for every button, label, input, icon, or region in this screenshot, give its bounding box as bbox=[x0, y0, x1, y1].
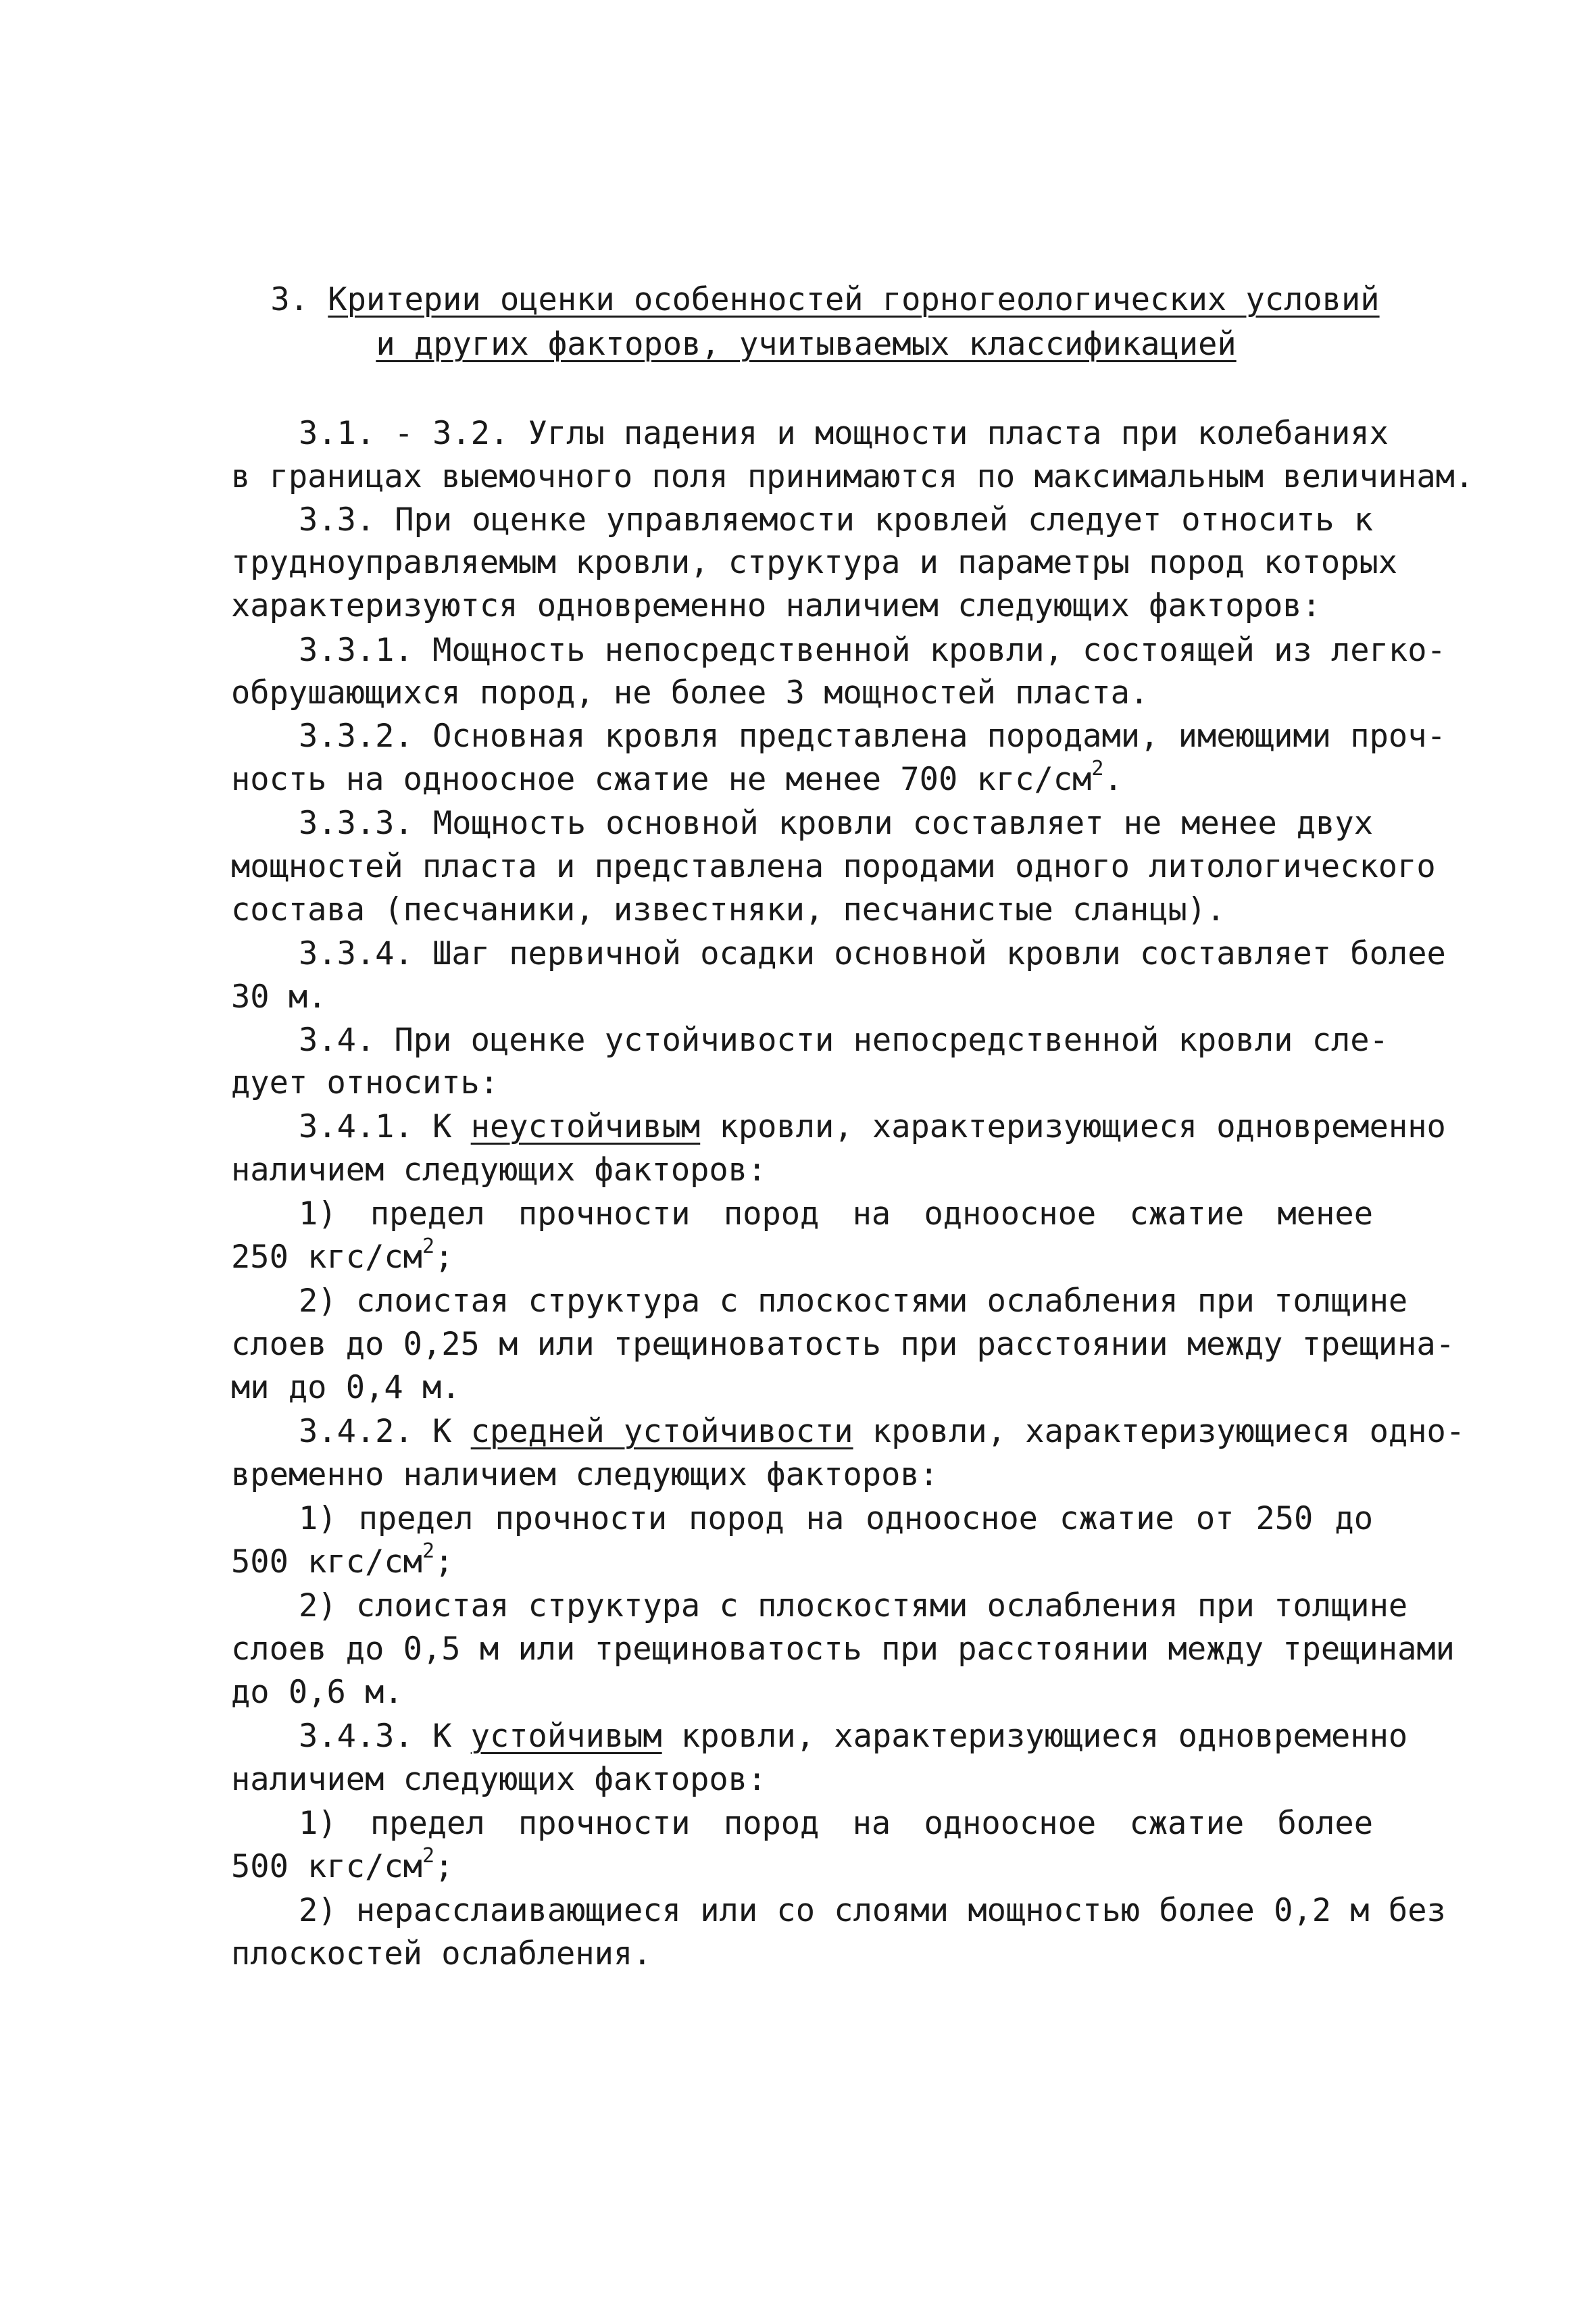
text-line: трудноуправляемым кровли, структура и параметры пород которых bbox=[231, 544, 1398, 581]
text-line: 2) слоистая структура с плоскостями ослабления при толщине bbox=[299, 1283, 1408, 1320]
text-line: 3.3.4. Шаг первичной осадки основной кровли составляет более bbox=[299, 935, 1446, 972]
text-line: 1) предел прочности пород на одноосное сжатие более bbox=[299, 1805, 1373, 1842]
text-line: 3.3.2. Основная кровля представлена породами, имеющими проч- bbox=[299, 718, 1446, 755]
text-line: 500 кгс/$см^2$; bbox=[231, 1844, 454, 1885]
text-line: 3.1. - 3.2. Углы падения и мощности пласта при колебаниях bbox=[299, 415, 1389, 452]
text-line: слоев до 0,5 м или трещиноватость при расстоянии между трещинами bbox=[231, 1631, 1455, 1668]
text-line: ми до 0,4 м. bbox=[231, 1369, 461, 1406]
text-line: наличием следующих факторов: bbox=[231, 1761, 767, 1798]
text-line: 1) предел прочности пород на одноосное сжатие менее bbox=[299, 1195, 1373, 1233]
text-line: плоскостей ослабления. bbox=[231, 1935, 652, 1972]
text-line: до 0,6 м. bbox=[231, 1674, 403, 1711]
text-line: временно наличием следующих факторов: bbox=[231, 1456, 939, 1493]
section-number: 3. bbox=[270, 281, 309, 318]
text-line: 30 м. bbox=[231, 978, 327, 1016]
text-line: 3.3.1. Мощность непосредственной кровли, состоящей из легко- bbox=[299, 632, 1446, 669]
text-line: 1) предел прочности пород на одноосное сжатие от 250 до bbox=[299, 1500, 1373, 1537]
text-line: дует относить: bbox=[231, 1064, 499, 1101]
superscript-2: 2 bbox=[1091, 757, 1104, 780]
text-line: мощностей пласта и представлена породами одного литологического bbox=[231, 848, 1436, 885]
text-line: 3.4. При оценке устойчивости непосредственной кровли сле- bbox=[299, 1022, 1389, 1059]
text-line: 2) слоистая структура с плоскостями ослабления при толщине bbox=[299, 1587, 1408, 1624]
text-line: слоев до 0,25 м или трещиноватость при расстоянии между трещина- bbox=[231, 1326, 1455, 1363]
text-line: ность на одноосное сжатие не менее 700 кгс/$см^2$. bbox=[231, 757, 1123, 798]
text-line: 500 кгс/$см^2$; bbox=[231, 1539, 454, 1580]
section-heading-line-2 bbox=[8, 323, 1596, 366]
section-title-part-1: Критерии оценки особенностей горногеологических условий bbox=[328, 281, 1380, 318]
text-line: характеризуются одновременно наличием следующих факторов: bbox=[231, 587, 1321, 624]
superscript-2: 2 bbox=[422, 1844, 435, 1868]
text-line: 3.4.2. К средней устойчивости кровли, характеризующиеся одно- bbox=[299, 1413, 1466, 1450]
text-line: обрушающихся пород, не более 3 мощностей пласта. bbox=[231, 674, 1149, 712]
text-line: 3.3.3. Мощность основной кровли составляет не менее двух bbox=[299, 805, 1373, 842]
underlined-term: средней устойчивости bbox=[470, 1413, 853, 1450]
text-line: состава (песчаники, известняки, песчанистые сланцы). bbox=[231, 891, 1226, 928]
text-line: 3.4.1. К неустойчивым кровли, характеризующиеся одновременно bbox=[299, 1108, 1446, 1145]
underlined-term: устойчивым bbox=[470, 1718, 662, 1755]
text-line: 2) нерасслаивающиеся или со слоями мощностью более 0,2 м без bbox=[299, 1892, 1446, 1929]
section-title-part-2: и других факторов, учитываемых классификацией bbox=[376, 326, 1237, 363]
section-heading-line-1 bbox=[27, 278, 1596, 322]
text-line: в границах выемочного поля принимаются по максимальным величинам. bbox=[231, 458, 1474, 495]
text-line: наличием следующих факторов: bbox=[231, 1151, 767, 1189]
superscript-2: 2 bbox=[422, 1235, 435, 1258]
text-line: 3.4.3. К устойчивым кровли, характеризующиеся одновременно bbox=[299, 1718, 1408, 1755]
text-line: 250 кгс/$см^2$; bbox=[231, 1235, 454, 1276]
text-line: 3.3. При оценке управляемости кровлей следует относить к bbox=[299, 501, 1373, 539]
underlined-term: неустойчивым bbox=[470, 1108, 701, 1145]
superscript-2: 2 bbox=[422, 1539, 435, 1563]
